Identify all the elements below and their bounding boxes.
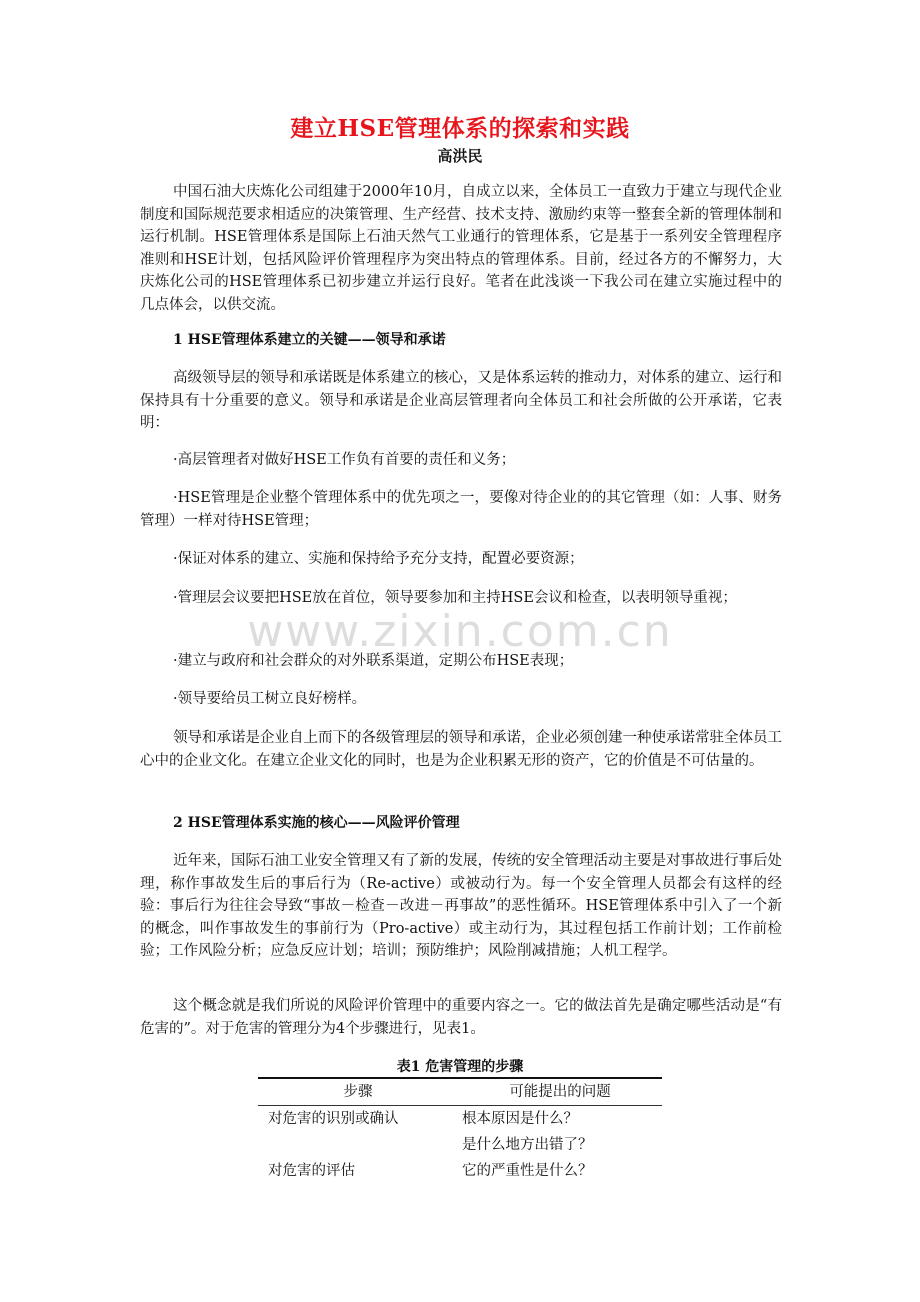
bullet-item: ·高层管理者对做好HSE工作负有首要的责任和义务； bbox=[173, 452, 516, 468]
section1-paragraph: 高级领导层的领导和承诺既是体系建立的核心，又是体系运转的推动力，对体系的建立、运行和保持具有十分重要的意义。领导和承诺是企业高层管理者向全体员工和社会所做的公开承诺，它表明： bbox=[140, 370, 782, 431]
document-title: 建立HSE管理体系的探索和实践 bbox=[290, 115, 630, 142]
table-caption: 表1 危害管理的步骤 bbox=[396, 1059, 524, 1075]
author-name: 高洪民 bbox=[437, 147, 483, 165]
table-cell: 根本原因是什么？ bbox=[462, 1111, 578, 1127]
table-row bbox=[258, 1158, 662, 1184]
section1-heading: 1 HSE管理体系建立的关键——领导和承诺 bbox=[173, 332, 446, 348]
table-header bbox=[258, 1079, 662, 1106]
table-cell bbox=[258, 1132, 458, 1158]
table-cell: 对危害的识别或确认 bbox=[268, 1111, 399, 1127]
bullet-item: ·领导要给员工树立良好榜样。 bbox=[173, 691, 367, 707]
section2-paragraph-2: 这个概念就是我们所说的风险评价管理中的重要内容之一。它的做法首先是确定哪些活动是“有危害的”。对于危害的管理分为4个步骤进行，见表1。 bbox=[140, 998, 782, 1037]
table-header-cell: 可能提出的问题 bbox=[509, 1084, 611, 1100]
table-cell: 对危害的评估 bbox=[268, 1163, 355, 1179]
bullet-item: ·保证对体系的建立、实施和保持给予充分支持，配置必要资源； bbox=[173, 551, 584, 567]
table-header-cell: 步骤 bbox=[343, 1084, 373, 1100]
section1-closing-paragraph: 领导和承诺是企业自上而下的各级管理层的领导和承诺，企业必须创建一种使承诺常驻全体员工心中的企业文化。在建立企业文化的同时，也是为企业积累无形的资产，它的价值是不可估量的。 bbox=[140, 730, 782, 769]
table-row bbox=[258, 1132, 662, 1158]
bullet-item: ·管理层会议要把HSE放在首位，领导要参加和主持HSE会议和检查，以表明领导重视； bbox=[173, 590, 737, 606]
table-cell: 是什么地方出错了？ bbox=[462, 1137, 593, 1153]
section2-heading: 2 HSE管理体系实施的核心——风险评价管理 bbox=[173, 815, 460, 831]
section2-paragraph-1: 近年来，国际石油工业安全管理又有了新的发展，传统的安全管理活动主要是对事故进行事后处理，称作事故发生后的事后行为（Re-active）或被动行为。每一个安全管理人员都会有这样的经验：事后行为往往会导致“事故－检查－改进－再事故”的恶性循环。HSE管理体系中引入了一个新的概念，叫作事故发生的事前行为（Pro-active）或主动行为，其过程包括工作前计划；工作前检验；工作风险分析；应急反应计划；培训；预防维护；风险削减措施；人机工程学。 bbox=[140, 853, 782, 959]
bullet-item: ·建立与政府和社会群众的对外联系渠道，定期公布HSE表现； bbox=[173, 653, 574, 669]
watermark: www.zixin.com.cn bbox=[247, 606, 673, 657]
bullet-item: ·HSE管理是企业整个管理体系中的优先项之一，要像对待企业的的其它管理（如：人事、财务管理）一样对待HSE管理； bbox=[140, 490, 782, 529]
table-row bbox=[258, 1106, 662, 1132]
hazard-steps-table bbox=[258, 1077, 662, 1184]
table-cell: 它的严重性是什么？ bbox=[462, 1163, 593, 1179]
intro-paragraph: 中国石油大庆炼化公司组建于2000年10月，自成立以来，全体员工一直致力于建立与现代企业制度和国际规范要求相适应的决策管理、生产经营、技术支持、激励约束等一整套全新的管理体制和运行机制。HSE管理体系是国际上石油天然气工业通行的管理体系，它是基于一系列安全管理程序准则和HSE计划，包括风险评价管理程序为突出特点的管理体系。目前，经过各方的不懈努力，大庆炼化公司的HSE管理体系已初步建立并运行良好。笔者在此浅谈一下我公司在建立实施过程中的几点体会，以供交流。 bbox=[140, 184, 782, 313]
